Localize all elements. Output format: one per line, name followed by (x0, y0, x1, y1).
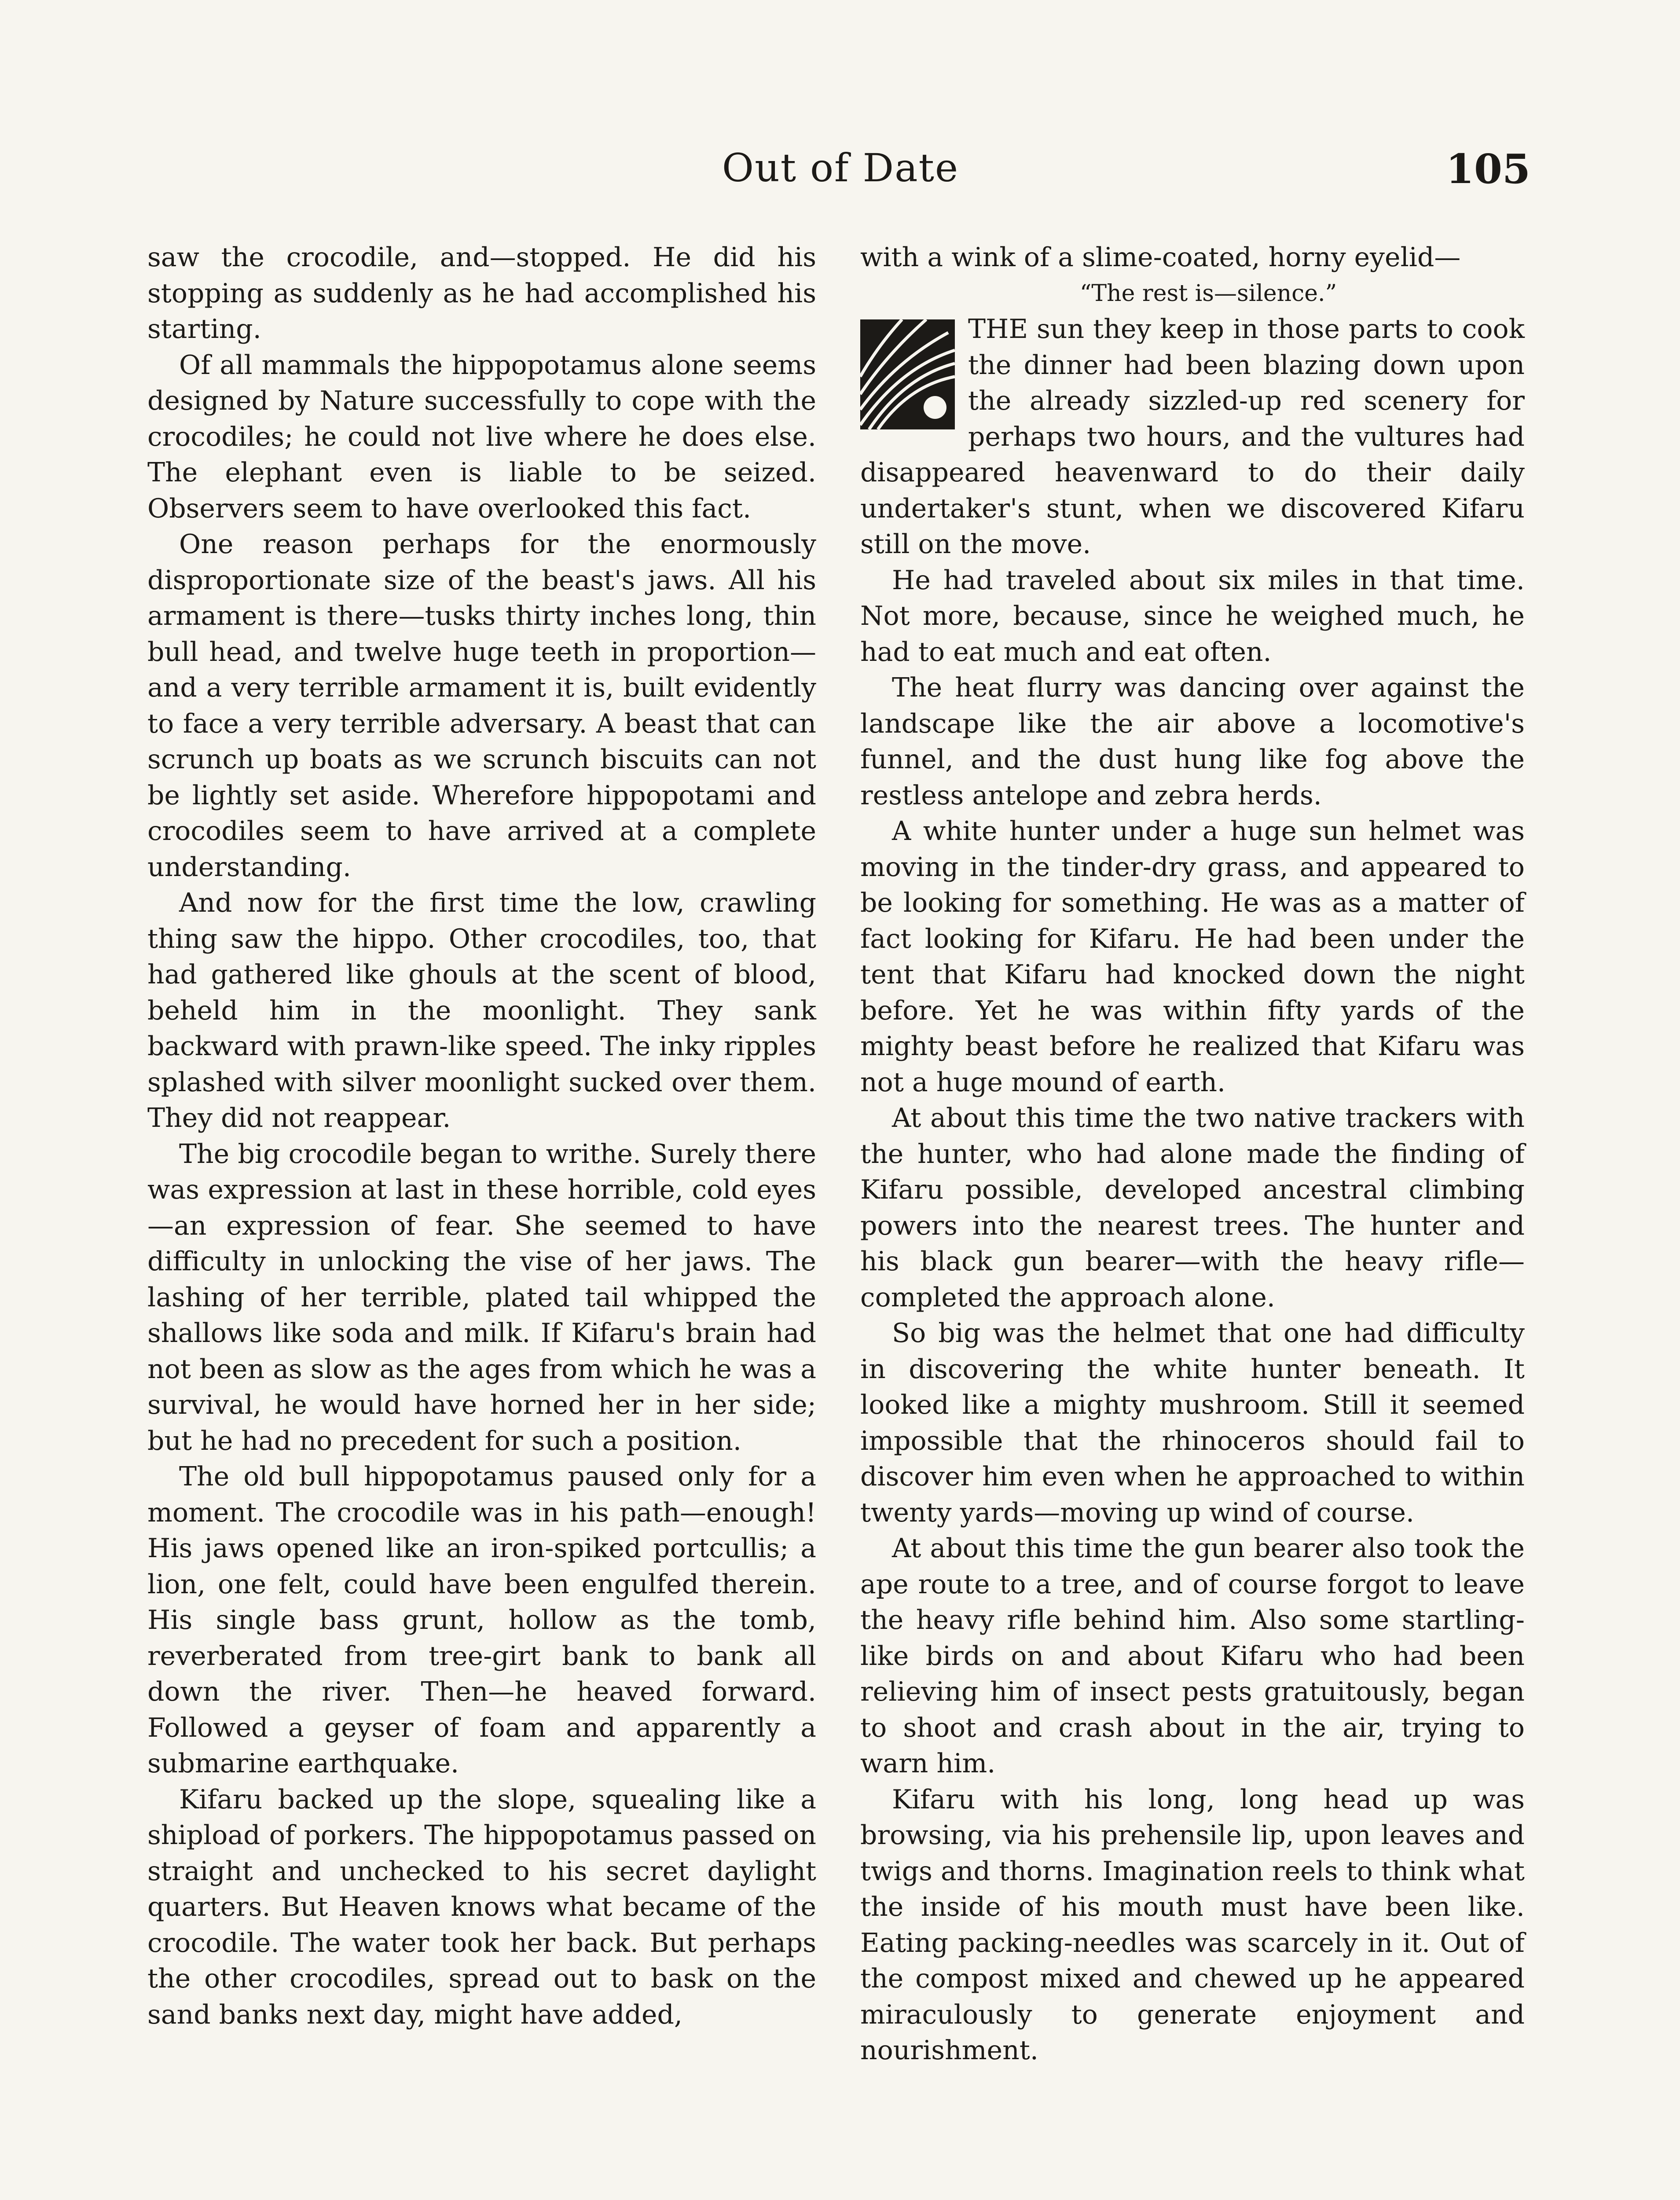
page-header (0, 145, 1680, 211)
decorative-dropcap-icon (860, 319, 955, 429)
paragraph: Kifaru backed up the slope, squealing like a shipload of porkers. The hippopotamus passed on straight and unchecked to his secret daylight quarters. But Heaven knows what became of the crocodile. The water took her back. But perhaps the other crocodiles, spread out to bask on the sand banks next day, might have added, (147, 1784, 816, 2030)
page-number: 105 (1445, 145, 1530, 193)
right-column (860, 240, 1525, 2069)
paragraph: At about this time the two native trackers with the hunter, who had alone made the finding of Kifaru possible, developed ancestral climbing powers into the nearest trees. The hunter and his black gun bearer—with the heavy rifle—completed the approach alone. (860, 1103, 1525, 1313)
paragraph: So big was the helmet that one had difficulty in discovering the white hunter beneath. It looked like a mighty mushroom. Still it seemed impossible that the rhinoceros should fail to discover him even when he approached to within twenty yards—moving up wind of course. (860, 1318, 1525, 1528)
paragraph: The heat flurry was dancing over against the landscape like the air above a locomotive's funnel, and the dust hung like fog above the restless antelope and zebra herds. (860, 672, 1525, 811)
left-column (147, 240, 816, 2033)
running-title: Out of Date (722, 145, 959, 191)
paragraph: And now for the first time the low, crawling thing saw the hippo. Other crocodiles, too, that had gathered like ghouls at the scent of blood, beheld him in the moonlight. They sank backward with prawn-like speed. The inky ripples splashed with silver moonlight sucked over them. They did not reappear. (147, 887, 816, 1133)
paragraph: Of all mammals the hippopotamus alone seems designed by Nature successfully to cope with the crocodiles; he could not live where he does else. The elephant even is liable to be seized. Observers seem to have overlooked this fact. (147, 349, 816, 524)
dropcap-paragraph: THE sun they keep in those parts to cook the dinner had been blazing down upon the already sizzled-up red scenery for perhaps two hours, and the vultures had disappeared heavenward to do their daily undertaker's stunt, when we discovered Kifaru still on the move. (860, 314, 1525, 560)
paragraph: At about this time the gun bearer also took the ape route to a tree, and of course forgot to leave the heavy rifle behind him. Also some startling-like birds on and about Kifaru who had been relieving him of insect pests gratuitously, began to shoot and crash about in the air, trying to warn him. (860, 1533, 1525, 1779)
paragraph: saw the crocodile, and—stopped. He did his stopping as suddenly as he had accomplished his starting. (147, 242, 816, 345)
paragraph: The big crocodile began to writhe. Surely there was expression at last in these horrible, cold eyes—an expression of fear. She seemed to have difficulty in unlocking the vise of her jaws. The lashing of her terrible, plated tail whipped the shallows like soda and milk. If Kifaru's brain had not been as slow as the ages from which he was a survival, he would have horned her in her side; but he had no precedent for such a position. (147, 1138, 816, 1456)
paragraph: One reason perhaps for the enormously disproportionate size of the beast's jaws. All his armament is there—tusks thirty inches long, thin bull head, and twelve huge teeth in proportion—and a very terrible armament it is, built evidently to face a very terrible adversary. A beast that can scrunch up boats as we scrunch biscuits can not be lightly set aside. Wherefore hippopotami and crocodiles seem to have arrived at a complete understanding. (147, 529, 816, 883)
paragraph: A white hunter under a huge sun helmet was moving in the tinder-dry grass, and appeared to be looking for something. He was as a matter of fact looking for Kifaru. He had been under the tent that Kifaru had knocked down the night before. Yet he was within fifty yards of the mighty beast before he realized that Kifaru was not a huge mound of earth. (860, 816, 1525, 1098)
paragraph: Kifaru with his long, long head up was browsing, via his prehensile lip, upon leaves and twigs and thorns. Imagination reels to think what the inside of his mouth must have been like. Eating packing-needles was scarcely in it. Out of the compost mixed and chewed up he appeared miraculously to generate enjoyment and nourishment. (860, 1784, 1525, 2066)
quotation: “The rest is—silence.” (1079, 280, 1337, 307)
continuation-line: with a wink of a slime-coated, horny eyelid— (860, 242, 1461, 273)
paragraph: The old bull hippopotamus paused only for a moment. The crocodile was in his path—enough! His jaws opened like an iron-spiked portcullis; a lion, one felt, could have been engulfed therein. His single bass grunt, hollow as the tomb, reverberated from tree-girt bank to bank all down the river. Then—he heaved forward. Followed a geyser of foam and apparently a submarine earthquake. (147, 1461, 816, 1779)
paragraph: He had traveled about six miles in that time. Not more, because, since he weighed much, he had to eat much and eat often. (860, 565, 1525, 667)
